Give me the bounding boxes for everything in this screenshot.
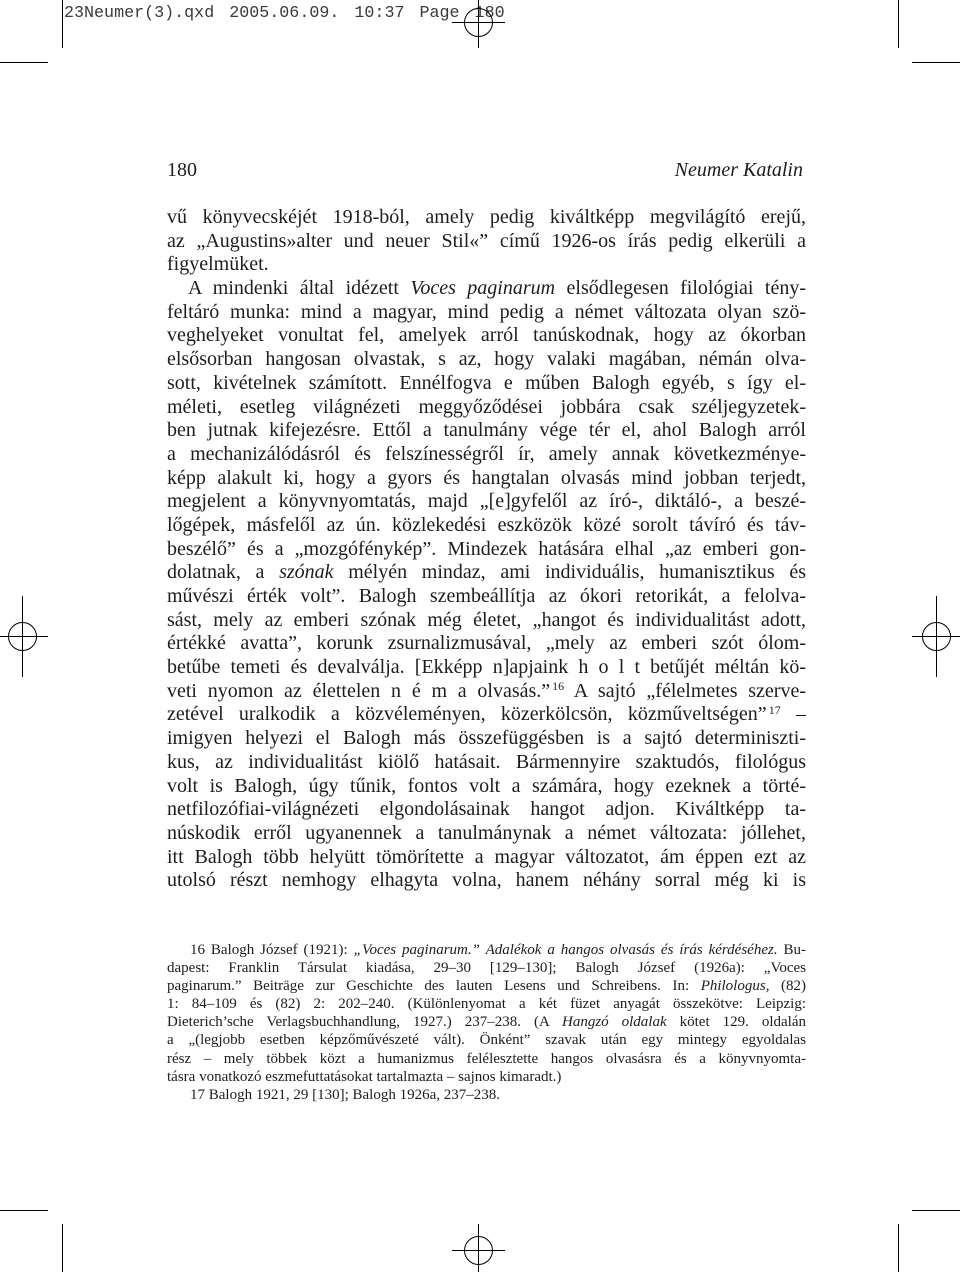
text-line <box>167 727 806 751</box>
registration-mark-right <box>912 596 960 677</box>
text-line <box>167 372 806 396</box>
footnote-17 <box>167 1086 806 1104</box>
text-run: a „(legjobb esetben képzőművészeté vált). Önként” szavak után egy mintegy egyoldalas <box>167 1032 806 1049</box>
text-run: elsődlegesen filológiai tény- <box>555 277 806 300</box>
paragraph <box>167 277 806 893</box>
text-run: netfilozófiai-világnézeti elgondolásainak hangot adjon. Kiváltképp ta- <box>167 798 806 821</box>
text-run: kötet 129. oldalán <box>666 1014 806 1031</box>
text-line <box>167 230 806 254</box>
text-line <box>167 995 806 1013</box>
text-run: feltáró munka: mind a magyar, mind pedig a német változata olyan szö- <box>167 300 806 323</box>
text-line <box>167 396 806 420</box>
paragraph <box>167 206 806 277</box>
text-line <box>167 632 806 656</box>
text-run: rész – mely többek közt a humanizmus felélesztette hangos olvasásra és a könyvnyomta- <box>167 1050 806 1067</box>
footnotes <box>167 941 806 1104</box>
registration-circle <box>465 1237 493 1265</box>
text-run: tásra vonatkozó eszmefuttatásokat tartalmazta – sajnos kimaradt.) <box>167 1068 562 1085</box>
text-run: elsősorban hangosan olvastak, s az, hogy valaki magában, némán olva- <box>167 348 806 371</box>
italic-run: Hangzó oldalak <box>561 1014 667 1031</box>
text-line <box>167 324 806 348</box>
text-run: imigyen helyezi el Balogh más összefüggésben is a sajtó determiniszti- <box>167 727 806 750</box>
text-run: dolatnak, a <box>167 561 280 584</box>
registration-mark-left <box>0 596 48 677</box>
text-run: 1: 84–109 és (82) 2: 202–240. (Különlenyomat a két füzet anyagát összekötve: Leipzig: <box>167 996 806 1013</box>
text-run: Bu- <box>777 942 806 958</box>
text-line <box>167 822 806 846</box>
text-run: sott, kivételnek számított. Ennélfogva e műben Balogh egyéb, s így el- <box>167 371 806 394</box>
running-head <box>167 158 806 182</box>
text-line <box>167 1068 806 1086</box>
text-line <box>167 1031 806 1049</box>
text-run: volt is Balogh, úgy tűnik, fontos volt a számára, hogy ezeknek a törté- <box>167 774 806 797</box>
text-run: értékké avatta”, korunk zsurnalizmusával, „mely az emberi szót ólom- <box>167 632 806 655</box>
running-head-author: Neumer Katalin <box>674 159 803 181</box>
italic-run: Philologus, <box>700 978 770 995</box>
footnote-ref: 16 <box>552 679 565 694</box>
text-line <box>167 538 806 562</box>
text-run: núskodik erről ugyanennek a tanulmánynak a német változata: jóllehet, <box>167 821 806 844</box>
text-line <box>167 846 806 870</box>
text-line <box>167 959 806 977</box>
text-line <box>167 585 806 609</box>
text-run: itt Balogh több helyütt tömörítette a magyar változatot, ám éppen ezt az <box>167 845 806 868</box>
text-run: figyelmüket. <box>167 253 269 276</box>
text-run: művészi érték volt”. Balogh szembeállítja az ókori retorikát, a felolva- <box>167 585 806 607</box>
text-line <box>167 561 806 585</box>
text-line <box>167 419 806 443</box>
text-line <box>167 703 806 727</box>
text-line <box>167 1086 806 1104</box>
text-line <box>167 869 806 893</box>
text-run: zetével uralkodik a közvéleményen, közerkölcsön, közműveltségen” <box>167 703 767 726</box>
text-run: 17 Balogh 1921, 29 [130]; Balogh 1926a, 237–238. <box>190 1086 500 1103</box>
text-run: beszélő” és a „mozgófénykép”. Mindezek hatására elhal „az emberi gon- <box>167 537 806 560</box>
text-run: veti nyomon az élettelen n é m a olvasás.” <box>167 679 551 702</box>
text-run: betűbe temeti és devalválja. [Ekképp n]apjaink h o l t betűjét méltán kö- <box>167 656 806 679</box>
text-run: Dieterich’sche Verlagsbuchhandlung, 1927.) 237–238. (A <box>167 1014 562 1031</box>
italic-run: „Voces paginarum.” Adalékok a hangos olvasás és írás kérdéséhez. <box>353 942 778 958</box>
text-line <box>167 775 806 799</box>
text-run: A mindenki által idézett <box>188 277 411 300</box>
footnote-16 <box>167 941 806 1086</box>
text-run: (82) <box>769 978 806 995</box>
text-run: mélyén mindaz, ami individuális, humanisztikus és <box>333 561 807 584</box>
print-slug: 23Neumer(3).qxd 2005.06.09. 10:37 Page 180 <box>64 4 505 23</box>
text-line <box>167 514 806 538</box>
text-run: paginarum.” Beiträge zur Geschichte des lauten Lesens und Schreibens. In: <box>167 978 701 995</box>
text-line <box>167 751 806 775</box>
text-run: A sajtó „félelmetes szerve- <box>564 679 806 702</box>
text-run: dapest: Franklin Társulat kiadása, 29–30 [129–130]; Balogh József (1926a): „Voces <box>167 960 806 977</box>
registration-circle <box>9 623 37 651</box>
text-run: megjelent a könyvnyomtatás, majd „[e]gyfelől az író-, diktáló-, a beszé- <box>167 490 806 513</box>
text-run: méleti, esetleg világnézeti meggyőződései jobbára csak széljegyzetek- <box>167 395 806 418</box>
text-line <box>167 253 806 277</box>
text-run: kus, az individualitást kiölő hatásait. Bármennyire szaktudós, filológus <box>167 750 806 773</box>
footnote-ref: 17 <box>768 702 781 717</box>
body-text <box>167 206 806 893</box>
text-run: ben jutnak kifejezésre. Ettől a tanulmány vége tér el, ahol Balogh arról <box>167 419 806 442</box>
text-line <box>167 443 806 467</box>
text-run: veghelyeket vonultat fel, amelyek arról tanúskodnak, hogy az ókorban <box>167 324 806 347</box>
text-run: – <box>780 703 806 726</box>
registration-mark-bottom <box>452 1224 505 1272</box>
text-line <box>167 609 806 633</box>
text-line <box>167 490 806 514</box>
text-line <box>167 1013 806 1031</box>
text-line <box>167 680 806 704</box>
text-line <box>167 977 806 995</box>
text-run: utolsó részt nemhogy elhagyta volna, hanem néhány sorral még ki is <box>167 869 806 892</box>
text-run: sást, mely az emberi szónak még életet, „hangot és individualitást adott, <box>167 608 806 631</box>
text-line <box>167 206 806 230</box>
text-line <box>167 467 806 491</box>
italic-run: szónak <box>279 561 334 584</box>
text-run: lőgépek, másfelől az ún. közlekedési eszközök közé sorolt távíró és táv- <box>167 513 806 536</box>
text-run: képp alakult ki, hogy a gyors és hangtalan olvasás mind jobban terjedt, <box>167 466 806 489</box>
text-line <box>167 941 806 959</box>
registration-circle <box>923 623 951 651</box>
text-run: a mechanizálódásról és felszínességről ír, amely annak következménye- <box>167 442 806 465</box>
text-line <box>167 798 806 822</box>
page-number: 180 <box>167 159 197 181</box>
text-line <box>167 656 806 680</box>
text-run: 16 Balogh József (1921): <box>190 942 354 958</box>
text-line <box>167 301 806 325</box>
text-run: vű könyvecskéjét 1918-ból, amely pedig kiváltképp megvilágító erejű, <box>167 206 806 228</box>
italic-run: Voces paginarum <box>410 277 556 300</box>
text-line <box>167 348 806 372</box>
text-run: az „Augustins»alter und neuer Stil«” című 1926-os írás pedig elkerüli a <box>167 229 806 252</box>
text-line <box>167 277 806 301</box>
text-line <box>167 1050 806 1068</box>
